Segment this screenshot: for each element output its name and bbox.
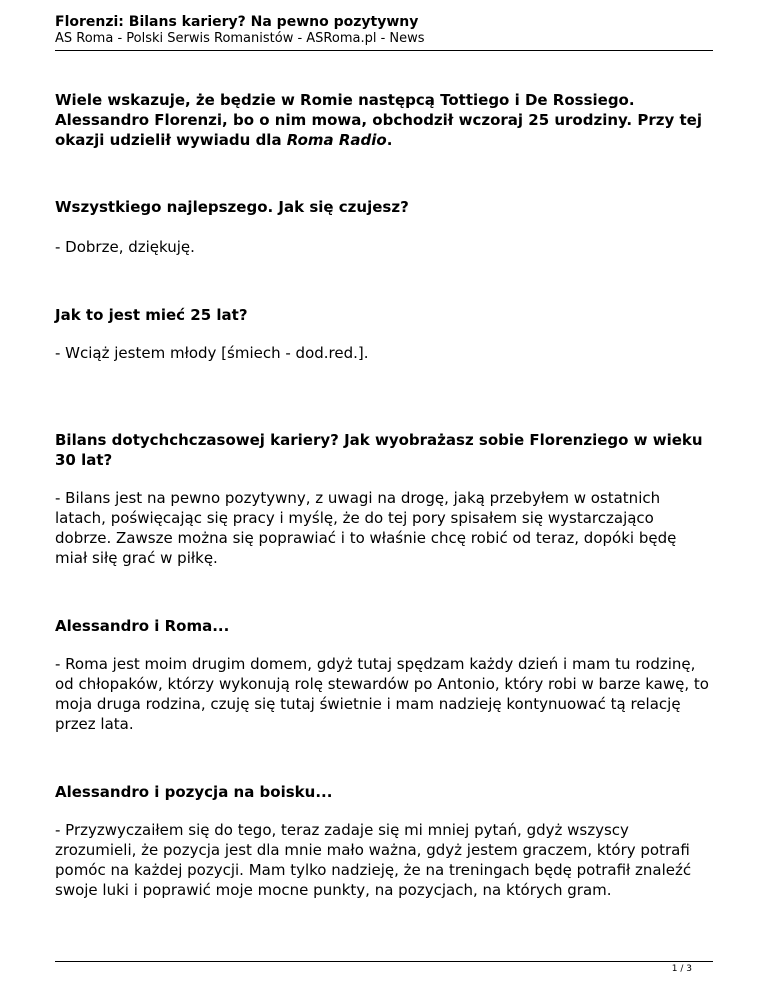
footer-divider: [55, 961, 713, 962]
page-number: 1 / 3: [671, 964, 692, 974]
question-3: Bilans dotychchczasowej kariery? Jak wyobrażasz sobie Florenziego w wieku 30 lat?: [55, 431, 703, 469]
answer-3: - Bilans jest na pewno pozytywny, z uwagi na drogę, jaką przebyłem w ostatnich latach, poświęcając się pracy i myślę, że do tej pory spisałem się wystarczająco dobrze. Zawsze można się poprawiać i to właśnie chcę robić od teraz, dopóki będę miał siłę grać w piłkę.: [55, 489, 677, 567]
question-4: Alessandro i Roma...: [55, 617, 230, 635]
answer-1: - Dobrze, dziękuję.: [55, 238, 195, 256]
lead-text: Wiele wskazuje, że będzie w Romie następcą Tottiego i De Rossiego. Alessandro Florenzi, bo o nim mowa, obchodził wczoraj 25 urodziny. Przy tej okazji udzielił wywiadu dla: [55, 91, 702, 149]
question-5: Alessandro i pozycja na boisku...: [55, 783, 333, 801]
site-subtitle: AS Roma - Polski Serwis Romanistów - ASRoma.pl - News: [55, 31, 425, 46]
answer-2: - Wciąż jestem młody [śmiech - dod.red.].: [55, 344, 369, 362]
lead-end: .: [386, 131, 393, 149]
page-header: [55, 14, 713, 47]
article-lead: [55, 90, 713, 150]
lead-emphasis: Roma Radio: [286, 131, 387, 149]
answer-5: - Przyzwyczaiłem się do tego, teraz zadaje się mi mniej pytań, gdyż wszyscy zrozumieli, że pozycja jest dla mnie mało ważna, gdyż jestem graczem, który potrafi pomóc na każdej pozycji. Mam tylko nadzieję, że na treningach będę potrafił znaleźć swoje luki i poprawić moje mocne punkty, na pozycjach, na których gram.: [55, 821, 692, 899]
article-body: [55, 90, 713, 900]
question-2: Jak to jest mieć 25 lat?: [55, 306, 248, 324]
article-title: Florenzi: Bilans kariery? Na pewno pozytywny: [55, 14, 419, 30]
header-divider: [55, 50, 713, 51]
answer-4: - Roma jest moim drugim domem, gdyż tutaj spędzam każdy dzień i mam tu rodzinę, od chłopaków, którzy wykonują rolę stewardów po Antonio, który robi w barze kawę, to moja druga rodzina, czuję się tutaj świetnie i mam nadzieję kontynuować tą relację przez lata.: [55, 655, 709, 733]
question-1: Wszystkiego najlepszego. Jak się czujesz?: [55, 198, 409, 216]
